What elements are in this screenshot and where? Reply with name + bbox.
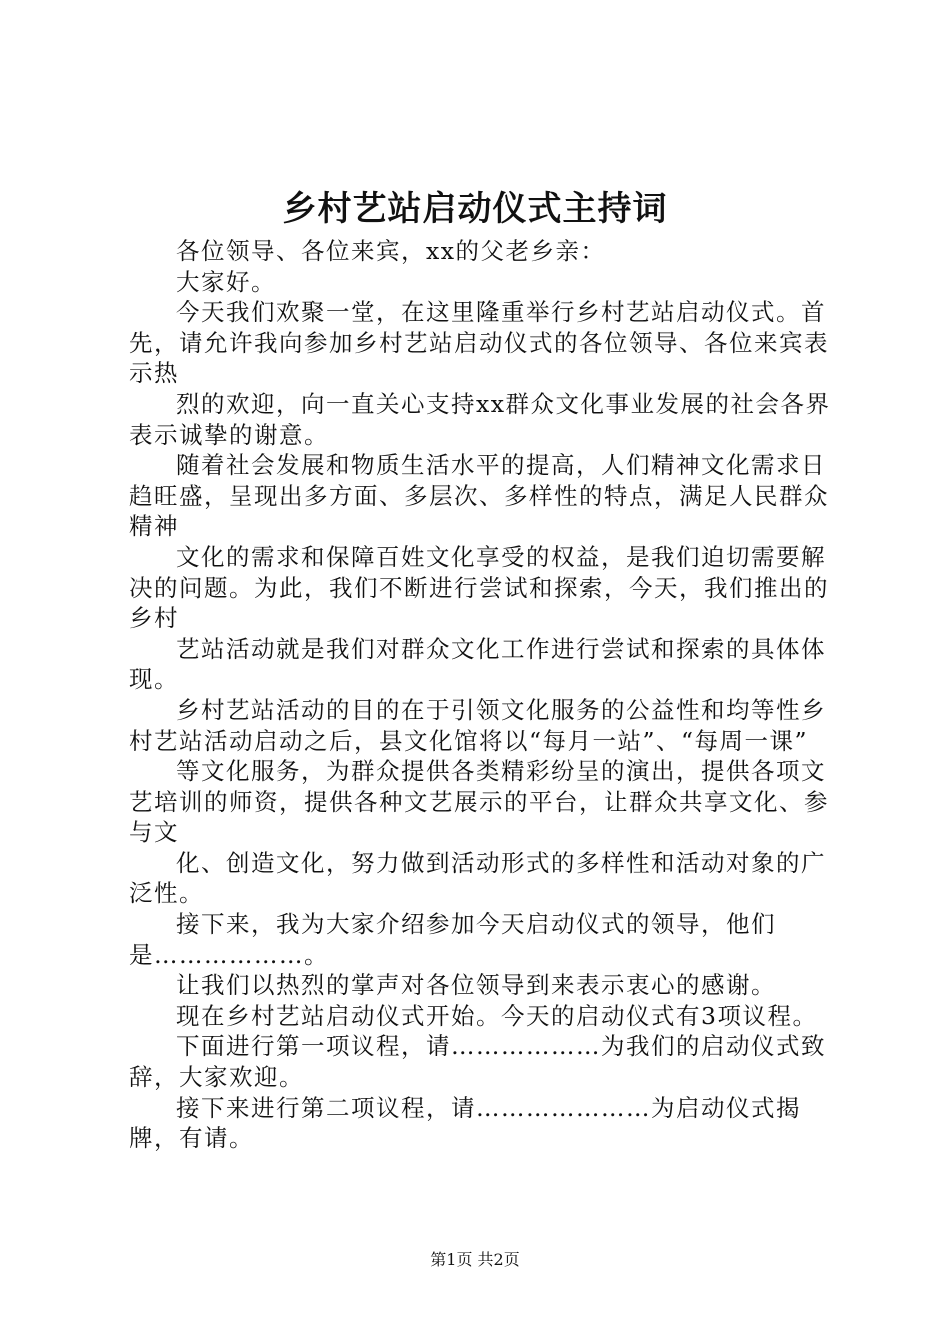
- paragraph-agenda-one: 下面进行第一项议程，请………………为我们的启动仪式致辞，大家欢迎。: [129, 1032, 826, 1092]
- paragraph-agenda-two: 接下来进行第二项议程，请…………………为启动仪式揭牌，有请。: [129, 1093, 801, 1153]
- document-body: [129, 236, 841, 1154]
- page-footer: 第1页 共2页: [430, 1250, 520, 1269]
- paragraph-hello: 大家好。: [176, 267, 276, 296]
- paragraph-services: 等文化服务，为群众提供各类精彩纷呈的演出，提供各项文艺培训的师资，提供各种文艺展示的平台，让群众共享文化、参与文: [129, 757, 829, 847]
- paragraph-introduce-leaders: 接下来，我为大家介绍参加今天启动仪式的领导，他们是………………。: [129, 910, 776, 969]
- paragraph-purpose: 乡村艺站活动的目的在于引领文化服务的公益性和均等性乡村艺站活动启动之后，县文化馆将以“每月一站”、“每周一课”: [129, 695, 826, 755]
- paragraph-greeting: 各位领导、各位来宾，xx的父老乡亲：: [176, 237, 606, 265]
- paragraph-ceremony-start: 现在乡村艺站启动仪式开始。今天的启动仪式有3项议程。: [176, 1001, 818, 1030]
- document-title: 乡村艺站启动仪式主持词: [282, 189, 668, 229]
- paragraph-diversity: 化、创造文化，努力做到活动形式的多样性和活动对象的广泛性。: [129, 848, 826, 908]
- paragraph-thanks: 烈的欢迎，向一直关心支持xx群众文化事业发展的社会各界表示诚挚的谢意。: [129, 389, 831, 449]
- paragraph-applause: 让我们以热烈的掌声对各位领导到来表示衷心的感谢。: [176, 971, 776, 1000]
- paragraph-needs: 文化的需求和保障百姓文化享受的权益，是我们迫切需要解决的问题。为此，我们不断进行尝试和探索，今天，我们推出的乡村: [129, 542, 829, 633]
- paragraph-background: 随着社会发展和物质生活水平的提高，人们精神文化需求日趋旺盛，呈现出多方面、多层次、多样性的特点，满足人民群众精神: [129, 451, 829, 541]
- paragraph-activity: 艺站活动就是我们对群众文化工作进行尝试和探索的具体体现。: [129, 634, 826, 694]
- paragraph-welcome: 今天我们欢聚一堂，在这里隆重举行乡村艺站启动仪式。首先，请允许我向参加乡村艺站启动仪式的各位领导、各位来宾表示热: [129, 298, 829, 388]
